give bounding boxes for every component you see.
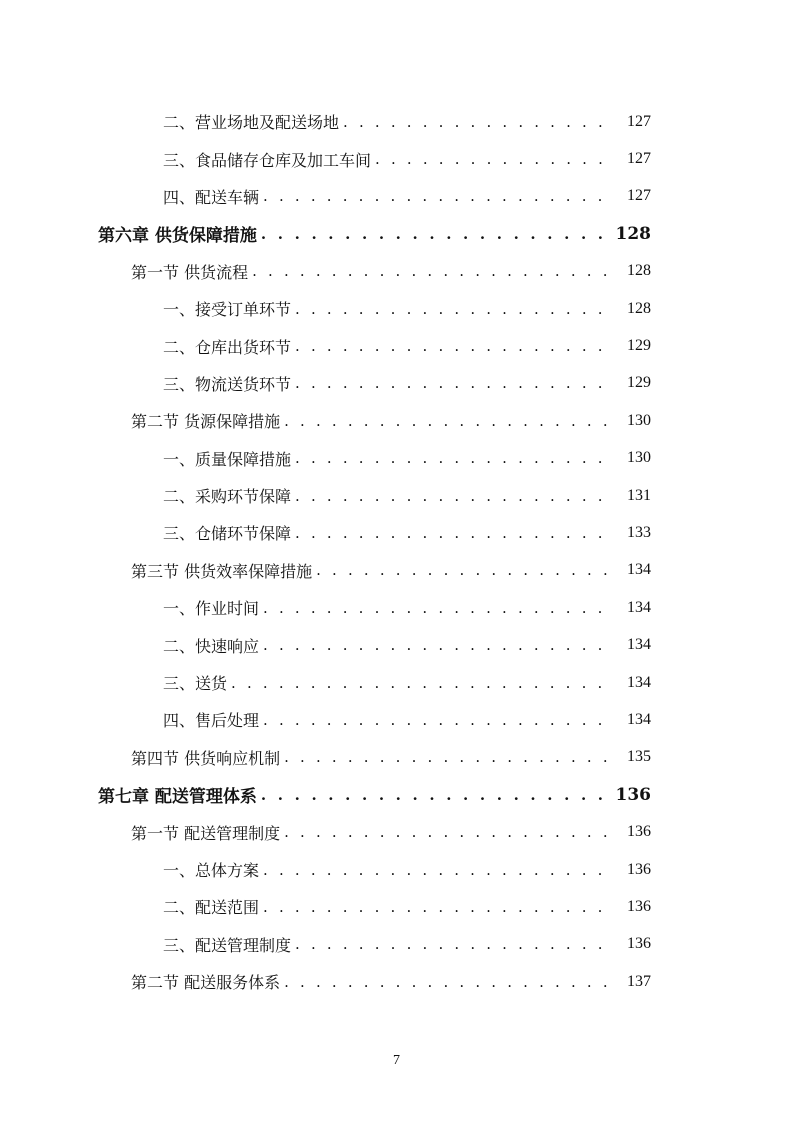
toc-dot-leader <box>252 262 613 280</box>
toc-item-entry[interactable] <box>0 851 793 888</box>
toc-item-entry[interactable] <box>0 888 793 925</box>
toc-section-entry[interactable] <box>0 253 793 290</box>
toc-dot-leader <box>261 225 613 243</box>
toc-dot-leader <box>295 374 613 392</box>
toc-entry-page-number: 133 <box>627 523 651 541</box>
toc-dot-leader <box>295 337 613 355</box>
toc-entry-page-number: 128 <box>627 262 651 280</box>
toc-entry-title: 二、采购环节保障 <box>163 487 292 507</box>
toc-item-entry[interactable] <box>0 926 793 963</box>
toc-entry-title: 第三节 供货效率保障措施 <box>131 561 313 581</box>
toc-entry-title: 三、食品储存仓库及加工车间 <box>163 150 372 170</box>
toc-dot-leader <box>295 449 613 467</box>
page-number: 7 <box>393 1053 400 1068</box>
toc-entry-title: 三、物流送货环节 <box>163 374 292 394</box>
toc-dot-leader <box>295 935 613 953</box>
toc-entry-page-number: 135 <box>627 748 651 766</box>
toc-item-entry[interactable] <box>0 514 793 551</box>
toc-entry-title: 第七章 配送管理体系 <box>98 787 257 808</box>
toc-entry-page-number: 134 <box>627 673 651 691</box>
toc-entry-title: 第一节 供货流程 <box>131 262 249 282</box>
toc-entry-title: 第四节 供货响应机制 <box>131 748 281 768</box>
toc-dot-leader <box>261 786 613 804</box>
toc-dot-leader <box>375 150 613 168</box>
toc-dot-leader <box>295 300 613 318</box>
toc-entry-page-number: 127 <box>627 150 651 168</box>
toc-dot-leader <box>284 823 613 841</box>
toc-dot-leader <box>284 748 613 766</box>
toc-entry-page-number: 130 <box>627 449 651 467</box>
toc-section-entry[interactable] <box>0 963 793 1000</box>
toc-dot-leader <box>295 487 613 505</box>
toc-chapter-entry[interactable] <box>0 215 793 252</box>
toc-section-entry[interactable] <box>0 813 793 850</box>
toc-dot-leader <box>284 973 613 991</box>
toc-entry-page-number: 129 <box>627 374 651 392</box>
toc-entry-page-number: 134 <box>627 710 651 728</box>
toc-item-entry[interactable] <box>0 327 793 364</box>
toc-entry-page-number: 134 <box>627 561 651 579</box>
toc-entry-page-number: 127 <box>627 187 651 205</box>
toc-entry-title: 二、营业场地及配送场地 <box>163 113 340 133</box>
toc-dot-leader <box>231 674 613 692</box>
toc-dot-leader <box>263 711 613 729</box>
toc-item-entry[interactable] <box>0 664 793 701</box>
toc-entry-page-number: 130 <box>627 411 651 429</box>
toc-section-entry[interactable] <box>0 402 793 439</box>
toc-item-entry[interactable] <box>0 589 793 626</box>
toc-entry-title: 四、售后处理 <box>163 711 260 731</box>
toc-dot-leader <box>263 636 613 654</box>
toc-section-entry[interactable] <box>0 552 793 589</box>
toc-dot-leader <box>263 898 613 916</box>
toc-entry-page-number: 128 <box>627 299 651 317</box>
toc-item-entry[interactable] <box>0 626 793 663</box>
toc-item-entry[interactable] <box>0 365 793 402</box>
toc-entry-page-number: 129 <box>627 337 651 355</box>
toc-entry-title: 二、快速响应 <box>163 636 260 656</box>
toc-entry-title: 二、仓库出货环节 <box>163 337 292 357</box>
toc-dot-leader <box>263 187 613 205</box>
toc-entry-title: 一、作业时间 <box>163 599 260 619</box>
toc-item-entry[interactable] <box>0 178 793 215</box>
toc-entry-page-number: 136 <box>627 823 651 841</box>
toc-entry-page-number: 131 <box>627 486 651 504</box>
toc-entry-title: 第六章 供货保障措施 <box>98 226 257 247</box>
toc-item-entry[interactable] <box>0 701 793 738</box>
toc-dot-leader <box>263 599 613 617</box>
toc-entry-title: 二、配送范围 <box>163 898 260 918</box>
toc-entry-title: 一、接受订单环节 <box>163 300 292 320</box>
toc-entry-title: 第二节 配送服务体系 <box>131 973 281 993</box>
toc-entry-title: 第一节 配送管理制度 <box>131 823 281 843</box>
toc-entry-page-number: 136 <box>627 935 651 953</box>
toc-dot-leader <box>295 524 613 542</box>
toc-entry-title: 第二节 货源保障措施 <box>131 412 281 432</box>
toc-entry-page-number: 137 <box>627 972 651 990</box>
toc-section-entry[interactable] <box>0 739 793 776</box>
toc-entry-title: 一、质量保障措施 <box>163 449 292 469</box>
toc-item-entry[interactable] <box>0 477 793 514</box>
toc-entry-page-number: 134 <box>627 598 651 616</box>
toc-item-entry[interactable] <box>0 440 793 477</box>
toc-dot-leader <box>316 561 613 579</box>
toc-entry-page-number: 136 <box>627 897 651 915</box>
toc-dot-leader <box>263 861 613 879</box>
table-of-contents <box>0 103 793 1000</box>
toc-dot-leader <box>343 113 613 131</box>
toc-item-entry[interactable] <box>0 290 793 327</box>
toc-dot-leader <box>284 412 613 430</box>
toc-entry-title: 一、总体方案 <box>163 861 260 880</box>
toc-entry-title: 三、送货 <box>163 674 228 694</box>
toc-entry-title: 四、配送车辆 <box>163 187 260 207</box>
toc-entry-page-number: 128 <box>615 223 651 244</box>
toc-entry-title: 三、仓储环节保障 <box>163 524 292 544</box>
toc-entry-page-number: 134 <box>627 636 651 654</box>
toc-entry-page-number: 136 <box>627 860 651 878</box>
toc-entry-page-number: 136 <box>615 784 651 805</box>
toc-item-entry[interactable] <box>0 140 793 177</box>
toc-item-entry[interactable] <box>0 103 793 140</box>
toc-chapter-entry[interactable] <box>0 776 793 813</box>
toc-entry-title: 三、配送管理制度 <box>163 935 292 955</box>
toc-entry-page-number: 127 <box>627 112 651 130</box>
